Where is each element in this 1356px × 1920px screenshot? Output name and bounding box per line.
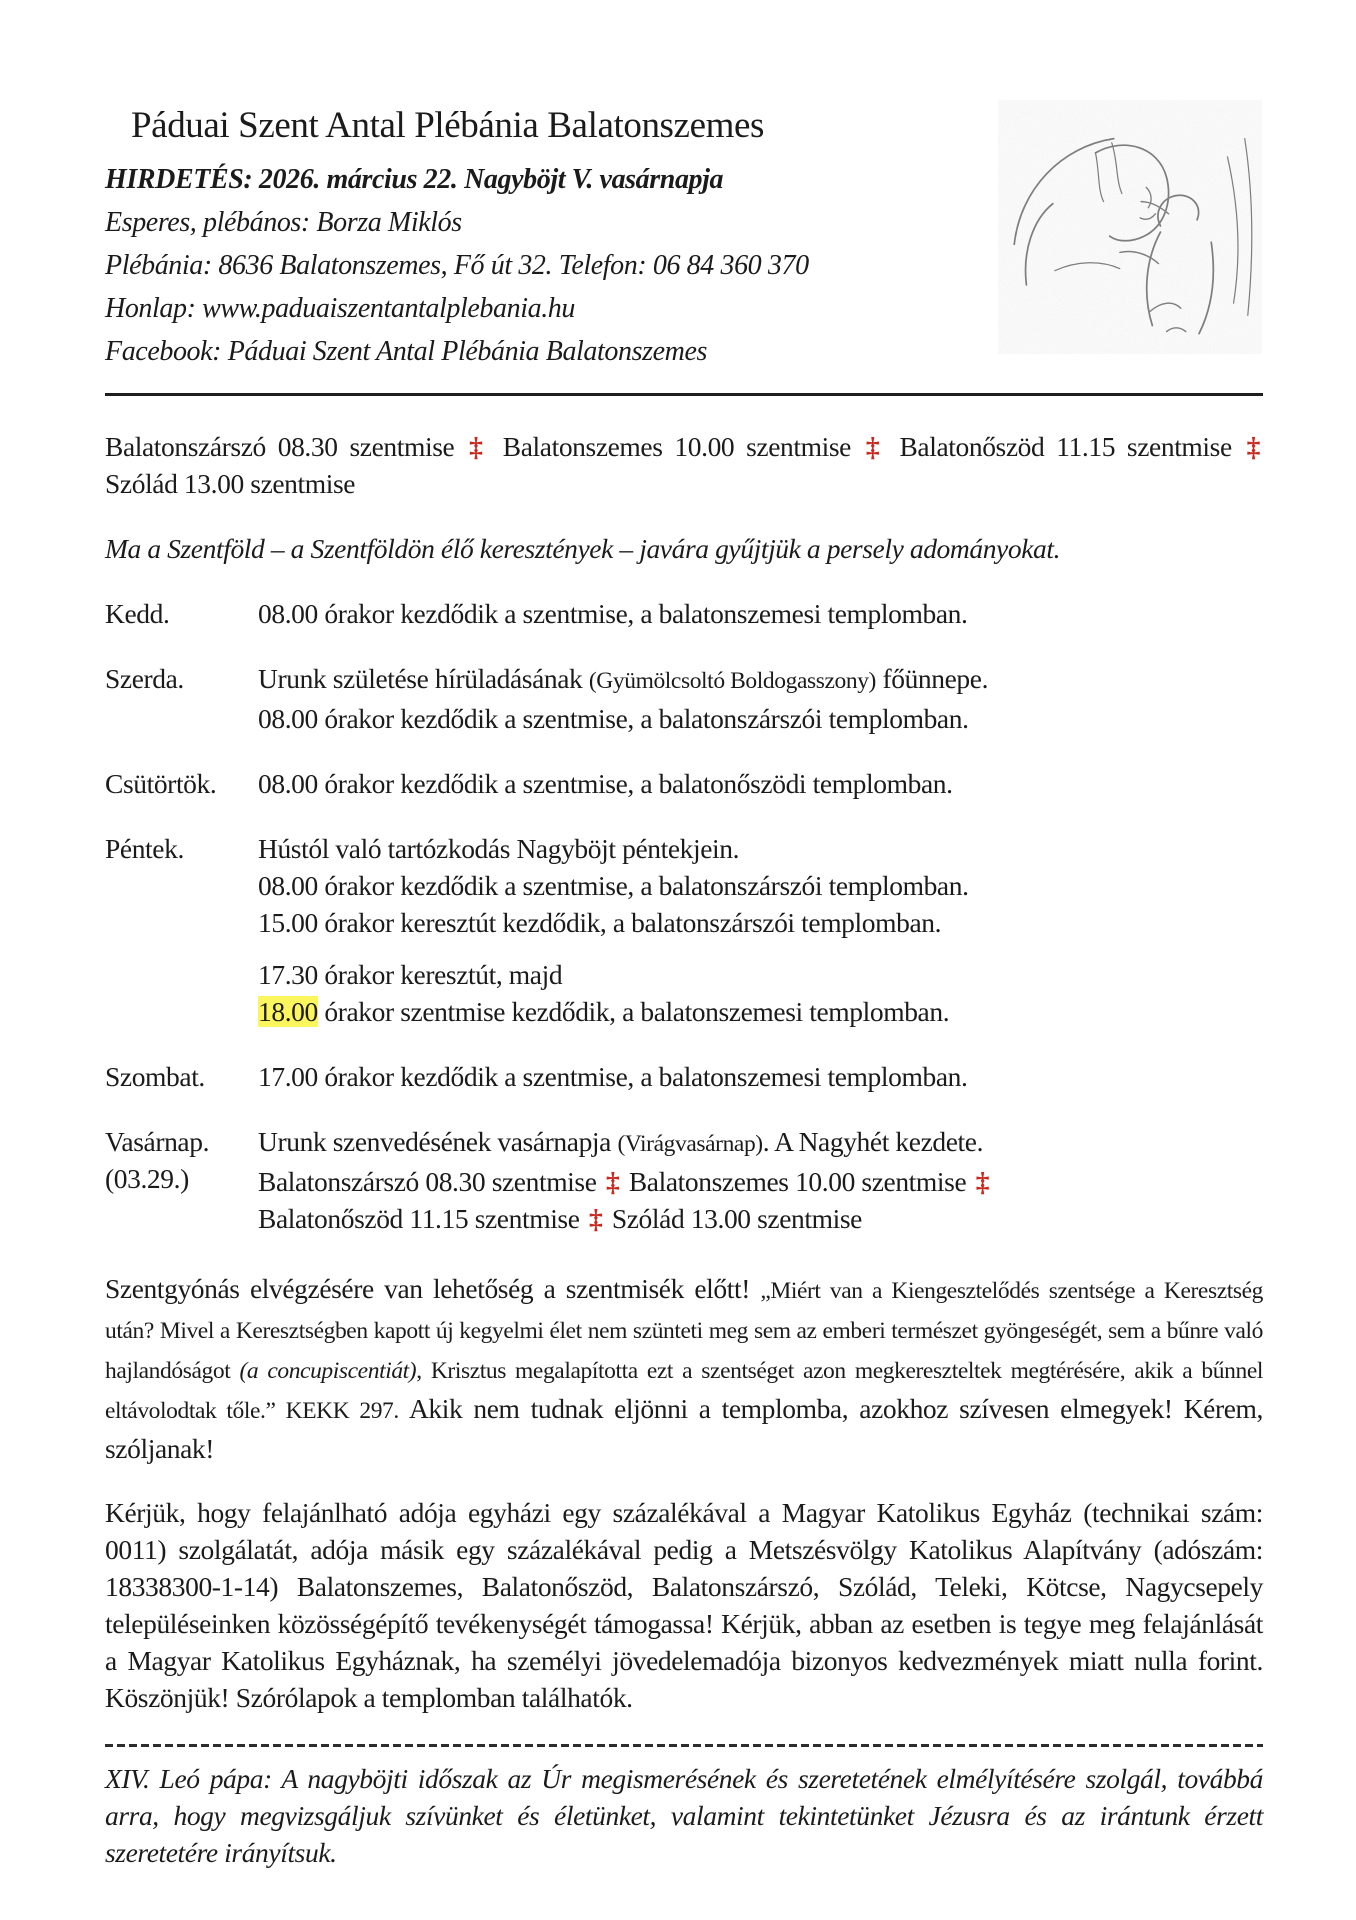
text-segment: Balatonszemes 10.00 szentmise <box>490 431 863 462</box>
tax-donation-paragraph: Kérjük, hogy felajánlható adója egyházi egy százalékával a Magyar Katolikus Egyház (technikai szám: 0011) szolgálatát, adója másik egy százalékával pedig a Metszésvölgy Katolikus Alapítvány (adószám: 18338300-1-14) Balatonszemes, Balatonőszöd, Balatonszárszó, Szólád, Teleki, Kötcse, Nagycsepely településeinken közösségépítő tevékenységét támogassa! Kérjük, abban az esetben is tegye meg felajánlását a Magyar Katolikus Egyháznak, ha személyi jövedelemadója bizonyos kedvezmények miatt nulla forint. Köszönjük! Szórólapok a templomban találhatók. <box>105 1497 1263 1713</box>
schedule-lines <box>258 830 1263 1030</box>
day-label <box>105 765 258 802</box>
saint-anthony-image <box>998 100 1262 354</box>
schedule-line-group <box>258 1123 1263 1237</box>
text-segment: Balatonszárszó 08.30 szentmise <box>258 1165 604 1197</box>
text-segment: Balatonőszöd 11.15 szentmise <box>258 1202 587 1234</box>
double-cross-icon: ‡ <box>865 431 885 462</box>
text-segment: Hústól való tartózkodás Nagyböjt péntekjein. <box>258 832 740 864</box>
schedule-line-group <box>258 830 1263 941</box>
announcement-line: HIRDETÉS: 2026. március 22. Nagyböjt V. vasárnapja <box>105 164 724 195</box>
sunday-masses-paragraph <box>105 428 1263 502</box>
text-segment: 08.00 órakor kezdődik a szentmise, a balatonszárszói templomban. <box>258 702 969 734</box>
schedule-line <box>258 700 1263 737</box>
schedule-line <box>258 1123 1263 1163</box>
schedule-line <box>258 867 1263 904</box>
text-segment: Szólád 13.00 szentmise <box>605 1202 862 1234</box>
schedule-row <box>105 1123 1263 1237</box>
schedule-line <box>258 1163 1263 1200</box>
text-segment: , Krisztus megalapította ezt a szentséget azon megkereszteltek megtérésére, akik a bűnnel eltávolodtak tőle.” KEKK 297. <box>105 1357 1263 1424</box>
day-label <box>105 595 258 632</box>
day-label <box>105 830 258 1030</box>
text-segment: 17.30 órakor keresztút, majd <box>258 958 563 990</box>
schedule-row <box>105 765 1263 802</box>
text-segment: 08.00 órakor kezdődik a szentmise, a balatonőszödi templomban. <box>258 767 953 799</box>
website-line: Honlap: www.paduaiszentantalplebania.hu <box>105 293 575 324</box>
day-label <box>105 1123 258 1237</box>
double-cross-icon: ‡ <box>975 1165 990 1197</box>
schedule-line <box>258 1058 1263 1095</box>
text-segment: Urunk születése hírüladásának <box>258 662 589 694</box>
mass-schedule <box>105 595 1263 1237</box>
schedule-line <box>258 660 1263 700</box>
day-label-line: Szerda. <box>105 662 184 694</box>
schedule-lines <box>258 595 1263 632</box>
text-segment: Akik nem tudnak eljönni a templomba, azokhoz szívesen elmegyek! Kérem, szóljanak! <box>105 1392 1263 1464</box>
schedule-line <box>258 956 1263 993</box>
text-segment: . A Nagyhét kezdete. <box>762 1125 984 1157</box>
pastor-line: Esperes, plébános: Borza Miklós <box>105 207 462 238</box>
schedule-line-group <box>258 595 1263 632</box>
text-segment: főünnepe. <box>875 662 989 694</box>
text-segment: (Gyümölcsoltó Boldogasszony) <box>588 667 876 694</box>
text-segment: „Miért van a Kiengesztelődés szentsége a Keresztség után? Mivel a Keresztségben kapott új kegyelmi élet nem szünteti meg sem az emberi természet gyöngeségét, sem a bűnre való hajlandóságot <box>105 1277 1263 1384</box>
schedule-row <box>105 1058 1263 1095</box>
text-segment: Szentgyónás elvégzésére van lehetőség a szentmisék előtt! <box>105 1272 761 1304</box>
text-segment: (Virágvasárnap) <box>617 1130 763 1157</box>
pope-quote: XIV. Leó pápa: A nagyböjti időszak az Úr megismerésének és szeretetének elmélyítésére szolgál, továbbá arra, hogy megvizsgáljuk szívünket és életünket, valamint tekintetünket Jézusra és az irántunk érzett szeretetére irányítsuk. <box>105 1762 1263 1868</box>
day-label-line: Csütörtök. <box>105 767 217 799</box>
text-segment: 15.00 órakor keresztút kezdődik, a balatonszárszói templomban. <box>258 906 942 938</box>
header-divider <box>105 393 1263 396</box>
schedule-row <box>105 660 1263 737</box>
schedule-line-group <box>258 660 1263 737</box>
schedule-line <box>258 765 1263 802</box>
bulletin-content <box>105 0 1263 1898</box>
schedule-line <box>258 1200 1263 1237</box>
facebook-line: Facebook: Páduai Szent Antal Plébánia Balatonszemes <box>105 336 707 367</box>
schedule-lines <box>258 1123 1263 1237</box>
day-label-line: Vasárnap. <box>105 1125 210 1157</box>
double-cross-icon: ‡ <box>606 1165 620 1197</box>
schedule-row <box>105 595 1263 632</box>
text-segment: 08.00 órakor kezdődik a szentmise, a balatonszemesi templomban. <box>258 597 968 629</box>
confession-paragraph <box>105 1270 1263 1467</box>
schedule-line-group <box>258 1058 1263 1095</box>
text-segment: Balatonszárszó 08.30 szentmise <box>105 431 467 462</box>
schedule-lines <box>258 1058 1263 1095</box>
day-label-line: Kedd. <box>105 597 170 629</box>
day-label-line: Szombat. <box>105 1060 205 1092</box>
dashed-divider <box>105 1744 1263 1747</box>
schedule-line <box>258 904 1263 941</box>
schedule-line <box>258 595 1263 632</box>
text-segment: Urunk szenvedésének vasárnapja <box>258 1125 618 1157</box>
text-segment: Balatonőszöd 11.15 szentmise <box>887 431 1244 462</box>
day-label-line: Péntek. <box>105 832 184 864</box>
double-cross-icon: ‡ <box>1246 431 1260 462</box>
double-cross-icon: ‡ <box>589 1202 603 1234</box>
page-title: Páduai Szent Antal Plébánia Balatonszemes <box>131 105 764 146</box>
collection-note: Ma a Szentföld – a Szentföldön élő keresztények – javára gyűjtjük a persely adományokat. <box>105 532 1061 564</box>
schedule-line-group <box>258 956 1263 1030</box>
schedule-row <box>105 830 1263 1030</box>
schedule-line <box>258 993 1263 1030</box>
text-segment: 17.00 órakor kezdődik a szentmise, a balatonszemesi templomban. <box>258 1060 968 1092</box>
highlighted-time: 18.00 <box>258 995 318 1027</box>
text-segment: Balatonszemes 10.00 szentmise <box>622 1165 973 1197</box>
text-segment: (a concupiscentiát) <box>239 1357 417 1384</box>
day-label-line: (03.29.) <box>105 1162 189 1194</box>
text-segment: 08.00 órakor kezdődik a szentmise, a balatonszárszói templomban. <box>258 869 969 901</box>
schedule-line <box>258 830 1263 867</box>
day-label <box>105 1058 258 1095</box>
schedule-lines <box>258 765 1263 802</box>
schedule-lines <box>258 660 1263 737</box>
text-segment: órakor szentmise kezdődik, a balatonszemesi templomban. <box>317 995 950 1027</box>
double-cross-icon: ‡ <box>469 431 488 462</box>
text-segment: Szólád 13.00 szentmise <box>105 468 356 499</box>
address-line: Plébánia: 8636 Balatonszemes, Fő út 32. Telefon: 06 84 360 370 <box>105 250 809 281</box>
day-label <box>105 660 258 737</box>
schedule-line-group <box>258 765 1263 802</box>
